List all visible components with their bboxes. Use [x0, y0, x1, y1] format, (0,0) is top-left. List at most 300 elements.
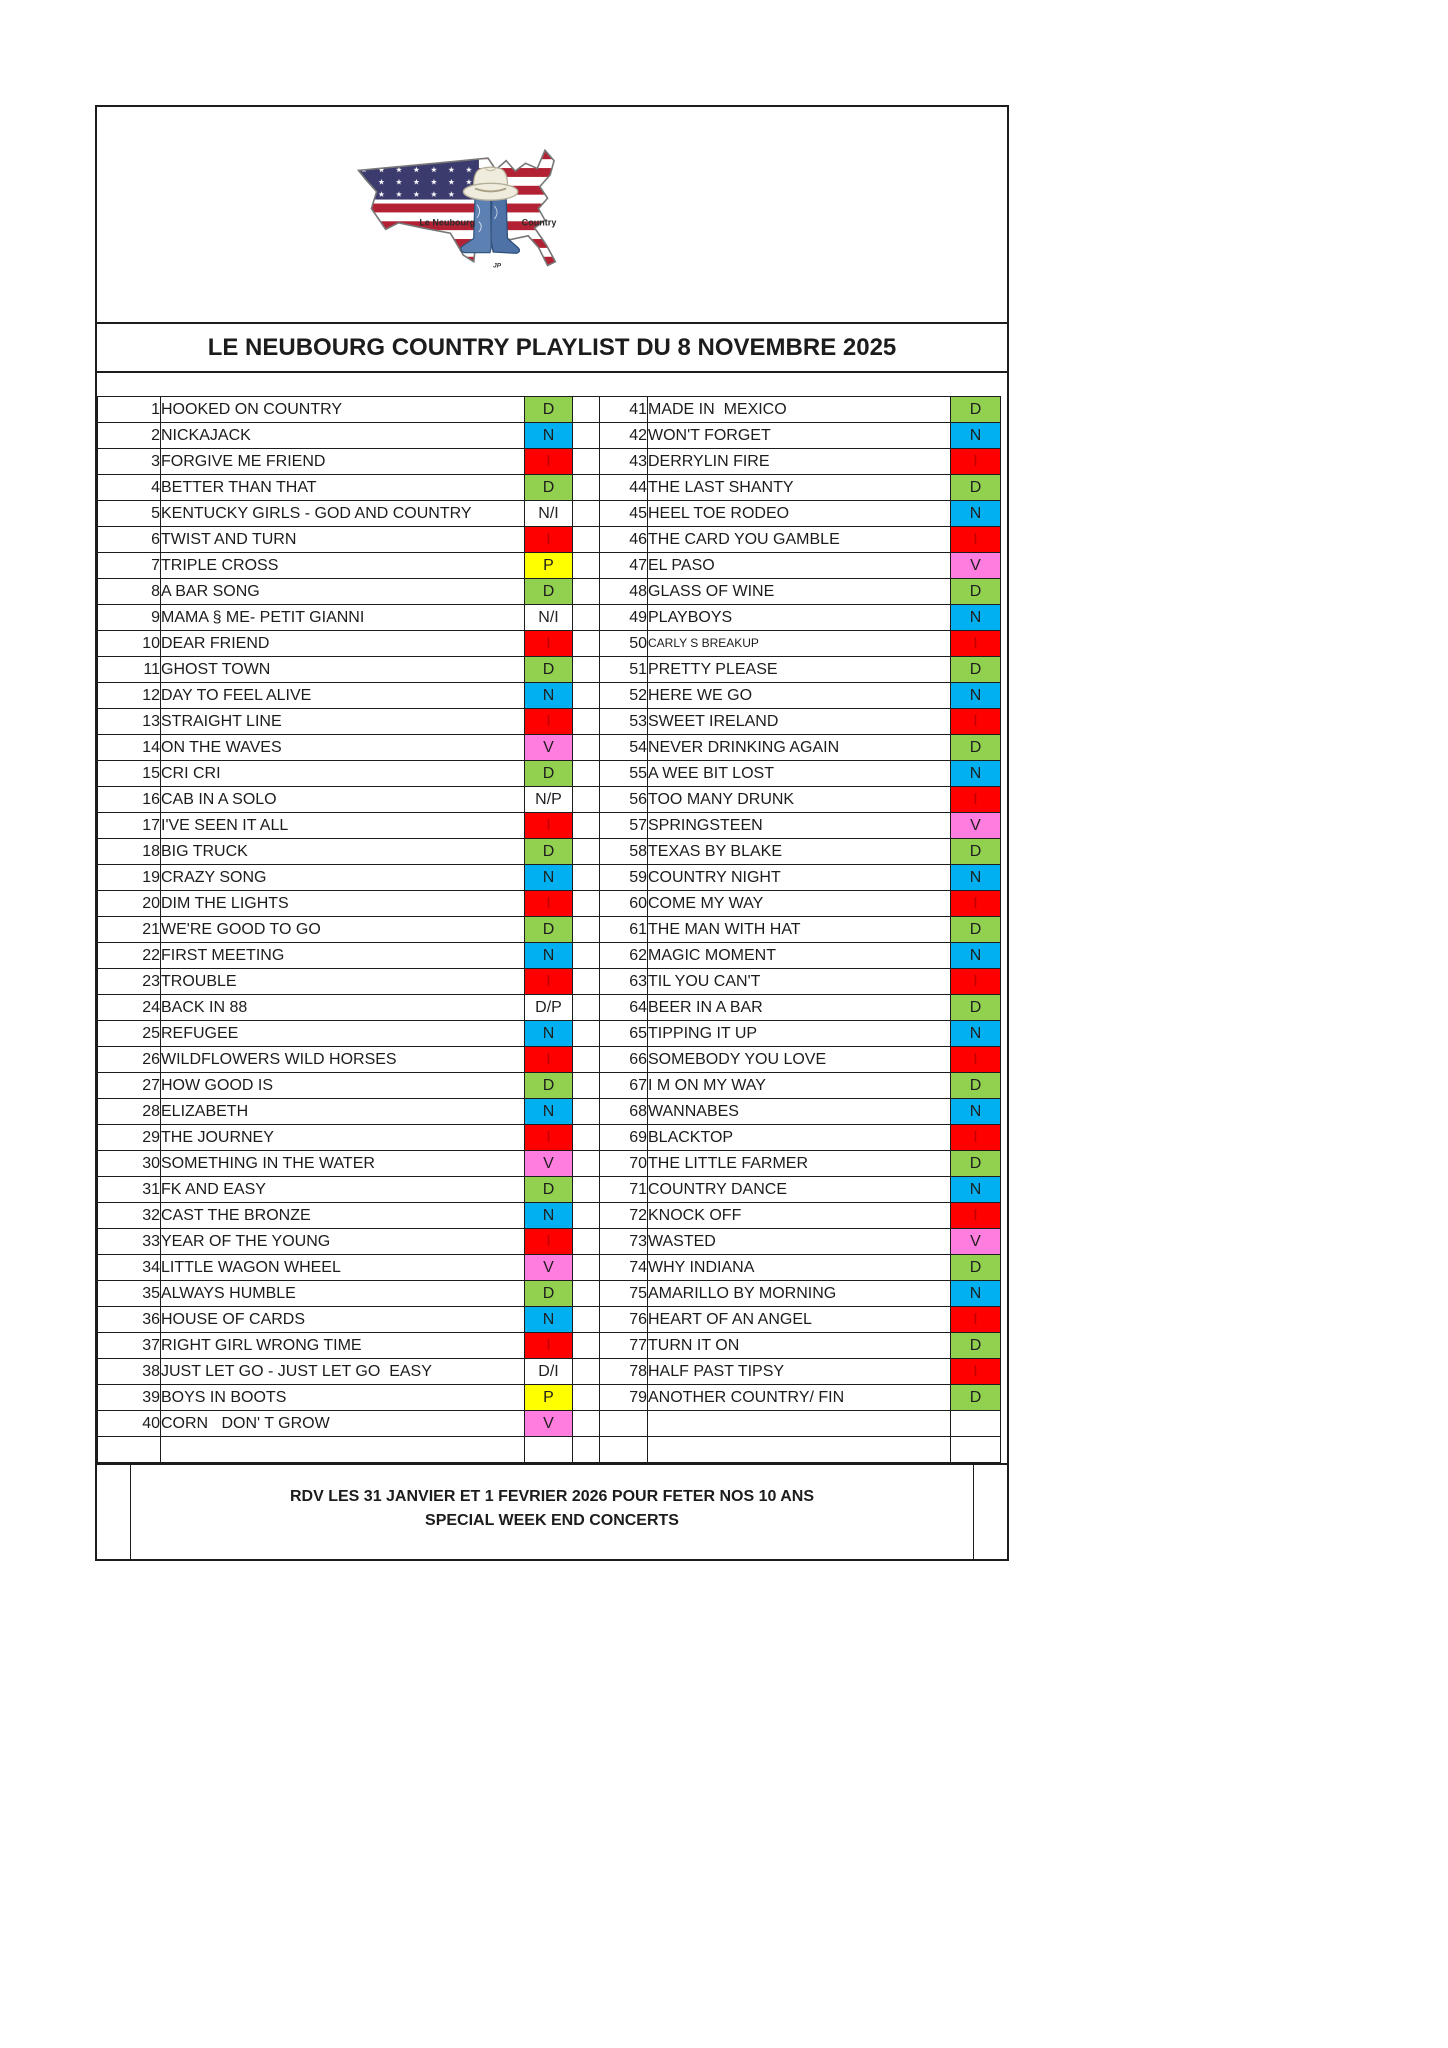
- column-separator: [573, 865, 600, 891]
- song-code: D: [951, 735, 1001, 761]
- song-title: ON THE WAVES: [161, 735, 525, 761]
- song-number: 32: [98, 1203, 161, 1229]
- song-number: 58: [600, 839, 648, 865]
- song-number: 25: [98, 1021, 161, 1047]
- song-title: I M ON MY WAY: [648, 1073, 951, 1099]
- song-code: V: [951, 813, 1001, 839]
- playlist-table-body: [98, 397, 1001, 1463]
- song-number: [600, 1437, 648, 1463]
- song-number: 2: [98, 423, 161, 449]
- song-number: 22: [98, 943, 161, 969]
- footer-section: [97, 1463, 1007, 1559]
- song-code: N: [951, 1021, 1001, 1047]
- table-row: [98, 1281, 1001, 1307]
- column-separator: [573, 397, 600, 423]
- song-code: I: [951, 787, 1001, 813]
- song-number: 72: [600, 1203, 648, 1229]
- song-number: 39: [98, 1385, 161, 1411]
- table-row: [98, 1125, 1001, 1151]
- song-title: THE LAST SHANTY: [648, 475, 951, 501]
- table-row: [98, 865, 1001, 891]
- song-title: SOMETHING IN THE WATER: [161, 1151, 525, 1177]
- column-separator: [573, 1281, 600, 1307]
- column-separator: [573, 1333, 600, 1359]
- title-row: [97, 324, 1007, 373]
- song-title: EL PASO: [648, 553, 951, 579]
- song-number: 69: [600, 1125, 648, 1151]
- song-title: WHY INDIANA: [648, 1255, 951, 1281]
- song-title: FIRST MEETING: [161, 943, 525, 969]
- song-code: D: [951, 475, 1001, 501]
- song-code: V: [951, 553, 1001, 579]
- song-title: WANNABES: [648, 1099, 951, 1125]
- column-separator: [573, 891, 600, 917]
- song-title: HOOKED ON COUNTRY: [161, 397, 525, 423]
- song-number: 40: [98, 1411, 161, 1437]
- song-code: V: [525, 1255, 573, 1281]
- song-code: N: [951, 943, 1001, 969]
- song-title: I'VE SEEN IT ALL: [161, 813, 525, 839]
- song-code: I: [951, 891, 1001, 917]
- table-row: [98, 527, 1001, 553]
- song-title: FORGIVE ME FRIEND: [161, 449, 525, 475]
- song-code: D: [951, 917, 1001, 943]
- song-title: THE MAN WITH HAT: [648, 917, 951, 943]
- column-separator: [573, 605, 600, 631]
- song-title: BETTER THAN THAT: [161, 475, 525, 501]
- song-title: BOYS IN BOOTS: [161, 1385, 525, 1411]
- song-number: 42: [600, 423, 648, 449]
- logo-header: [97, 107, 1007, 324]
- song-title: [648, 1411, 951, 1437]
- song-code: D: [951, 1333, 1001, 1359]
- song-code: I: [525, 813, 573, 839]
- table-row: [98, 1437, 1001, 1463]
- song-number: 64: [600, 995, 648, 1021]
- song-code: I: [525, 527, 573, 553]
- column-separator: [573, 1203, 600, 1229]
- song-code: N/P: [525, 787, 573, 813]
- song-title: BIG TRUCK: [161, 839, 525, 865]
- song-title: PRETTY PLEASE: [648, 657, 951, 683]
- song-title: DIM THE LIGHTS: [161, 891, 525, 917]
- table-row: [98, 943, 1001, 969]
- song-number: 41: [600, 397, 648, 423]
- song-title: A WEE BIT LOST: [648, 761, 951, 787]
- song-number: 24: [98, 995, 161, 1021]
- song-title: TROUBLE: [161, 969, 525, 995]
- song-title: ANOTHER COUNTRY/ FIN: [648, 1385, 951, 1411]
- song-number: 67: [600, 1073, 648, 1099]
- song-number: 73: [600, 1229, 648, 1255]
- song-title: MAGIC MOMENT: [648, 943, 951, 969]
- song-number: 10: [98, 631, 161, 657]
- song-title: CAB IN A SOLO: [161, 787, 525, 813]
- song-title: TRIPLE CROSS: [161, 553, 525, 579]
- song-title: REFUGEE: [161, 1021, 525, 1047]
- song-title: TIL YOU CAN'T: [648, 969, 951, 995]
- song-code: I: [951, 1047, 1001, 1073]
- song-number: 31: [98, 1177, 161, 1203]
- table-row: [98, 683, 1001, 709]
- song-code: D: [951, 657, 1001, 683]
- song-code: [525, 1437, 573, 1463]
- column-separator: [573, 553, 600, 579]
- song-number: 30: [98, 1151, 161, 1177]
- song-number: 35: [98, 1281, 161, 1307]
- footer-left-cell: [97, 1465, 131, 1559]
- song-code: P: [525, 553, 573, 579]
- song-code: I: [951, 1359, 1001, 1385]
- song-code: I: [525, 891, 573, 917]
- table-row: [98, 1021, 1001, 1047]
- song-number: 17: [98, 813, 161, 839]
- table-row: [98, 1333, 1001, 1359]
- column-separator: [573, 631, 600, 657]
- song-title: TIPPING IT UP: [648, 1021, 951, 1047]
- song-number: 49: [600, 605, 648, 631]
- spacer-row: [97, 373, 1007, 396]
- column-separator: [573, 1437, 600, 1463]
- song-code: V: [525, 1411, 573, 1437]
- song-title: COME MY WAY: [648, 891, 951, 917]
- song-code: D: [951, 1385, 1001, 1411]
- song-code: N: [525, 1203, 573, 1229]
- song-number: [600, 1411, 648, 1437]
- le-neubourg-country-logo: [352, 137, 624, 275]
- song-code: N: [525, 1307, 573, 1333]
- song-title: BACK IN 88: [161, 995, 525, 1021]
- song-title: CRI CRI: [161, 761, 525, 787]
- table-row: [98, 1255, 1001, 1281]
- song-code: N: [525, 943, 573, 969]
- table-row: [98, 1411, 1001, 1437]
- song-number: 61: [600, 917, 648, 943]
- song-title: CORN DON' T GROW: [161, 1411, 525, 1437]
- column-separator: [573, 1177, 600, 1203]
- song-title: COUNTRY DANCE: [648, 1177, 951, 1203]
- song-code: N: [951, 501, 1001, 527]
- column-separator: [573, 449, 600, 475]
- song-number: 77: [600, 1333, 648, 1359]
- song-code: D: [525, 1281, 573, 1307]
- song-title: TOO MANY DRUNK: [648, 787, 951, 813]
- table-row: [98, 839, 1001, 865]
- song-number: 20: [98, 891, 161, 917]
- song-code: N/I: [525, 501, 573, 527]
- table-row: [98, 1177, 1001, 1203]
- song-title: DERRYLIN FIRE: [648, 449, 951, 475]
- column-separator: [573, 1255, 600, 1281]
- song-number: 12: [98, 683, 161, 709]
- song-code: D: [525, 839, 573, 865]
- page-title: LE NEUBOURG COUNTRY PLAYLIST DU 8 NOVEMBRE 2025: [207, 333, 897, 361]
- song-code: I: [525, 1333, 573, 1359]
- song-number: 21: [98, 917, 161, 943]
- column-separator: [573, 813, 600, 839]
- song-number: 1: [98, 397, 161, 423]
- logo-signature: JP: [493, 262, 502, 270]
- song-code: I: [951, 1203, 1001, 1229]
- song-title: ELIZABETH: [161, 1099, 525, 1125]
- song-number: 13: [98, 709, 161, 735]
- song-number: 26: [98, 1047, 161, 1073]
- song-number: [98, 1437, 161, 1463]
- logo-text-left: Le Neubourg: [419, 217, 476, 228]
- song-code: D: [951, 1073, 1001, 1099]
- song-title: THE LITTLE FARMER: [648, 1151, 951, 1177]
- song-code: D: [951, 1151, 1001, 1177]
- song-code: V: [525, 735, 573, 761]
- song-title: FK AND EASY: [161, 1177, 525, 1203]
- footer-line-2: SPECIAL WEEK END CONCERTS: [425, 1512, 679, 1529]
- column-separator: [573, 1151, 600, 1177]
- song-number: 71: [600, 1177, 648, 1203]
- footer-note: [131, 1465, 973, 1559]
- song-title: MAMA § ME- PETIT GIANNI: [161, 605, 525, 631]
- table-row: [98, 917, 1001, 943]
- song-code: I: [951, 709, 1001, 735]
- song-code: D: [951, 579, 1001, 605]
- song-code: V: [525, 1151, 573, 1177]
- column-separator: [573, 735, 600, 761]
- song-number: 52: [600, 683, 648, 709]
- song-title: BLACKTOP: [648, 1125, 951, 1151]
- song-code: D: [525, 761, 573, 787]
- column-separator: [573, 527, 600, 553]
- song-title: TWIST AND TURN: [161, 527, 525, 553]
- song-code: D: [951, 995, 1001, 1021]
- table-row: [98, 709, 1001, 735]
- song-title: [648, 1437, 951, 1463]
- song-number: 51: [600, 657, 648, 683]
- column-separator: [573, 1229, 600, 1255]
- song-code: D: [525, 917, 573, 943]
- table-row: [98, 475, 1001, 501]
- song-code: N: [525, 683, 573, 709]
- song-title: JUST LET GO - JUST LET GO EASY: [161, 1359, 525, 1385]
- song-title: HALF PAST TIPSY: [648, 1359, 951, 1385]
- song-title: RIGHT GIRL WRONG TIME: [161, 1333, 525, 1359]
- song-code: N: [951, 761, 1001, 787]
- song-number: 76: [600, 1307, 648, 1333]
- song-title: BEER IN A BAR: [648, 995, 951, 1021]
- table-row: [98, 423, 1001, 449]
- column-separator: [573, 1359, 600, 1385]
- song-number: 37: [98, 1333, 161, 1359]
- song-number: 29: [98, 1125, 161, 1151]
- song-number: 46: [600, 527, 648, 553]
- song-number: 19: [98, 865, 161, 891]
- column-separator: [573, 1047, 600, 1073]
- song-code: N: [951, 865, 1001, 891]
- song-title: HOUSE OF CARDS: [161, 1307, 525, 1333]
- song-code: I: [951, 969, 1001, 995]
- song-title: CARLY S BREAKUP: [648, 631, 951, 657]
- song-number: 9: [98, 605, 161, 631]
- column-separator: [573, 1125, 600, 1151]
- song-number: 60: [600, 891, 648, 917]
- song-title: NEVER DRINKING AGAIN: [648, 735, 951, 761]
- song-title: GLASS OF WINE: [648, 579, 951, 605]
- song-number: 45: [600, 501, 648, 527]
- song-code: D/P: [525, 995, 573, 1021]
- song-code: I: [951, 449, 1001, 475]
- column-separator: [573, 787, 600, 813]
- column-separator: [573, 423, 600, 449]
- table-row: [98, 787, 1001, 813]
- table-row: [98, 995, 1001, 1021]
- song-title: SWEET IRELAND: [648, 709, 951, 735]
- song-code: D: [525, 657, 573, 683]
- song-title: CAST THE BRONZE: [161, 1203, 525, 1229]
- song-number: 74: [600, 1255, 648, 1281]
- song-title: THE CARD YOU GAMBLE: [648, 527, 951, 553]
- song-title: SPRINGSTEEN: [648, 813, 951, 839]
- song-title: LITTLE WAGON WHEEL: [161, 1255, 525, 1281]
- song-title: HERE WE GO: [648, 683, 951, 709]
- song-code: I: [525, 449, 573, 475]
- song-code: N: [525, 1021, 573, 1047]
- song-number: 50: [600, 631, 648, 657]
- song-number: 3: [98, 449, 161, 475]
- table-row: [98, 397, 1001, 423]
- song-code: N: [951, 1099, 1001, 1125]
- song-number: 4: [98, 475, 161, 501]
- column-separator: [573, 1411, 600, 1437]
- song-code: N: [951, 423, 1001, 449]
- column-separator: [573, 1307, 600, 1333]
- song-number: 11: [98, 657, 161, 683]
- song-code: D/I: [525, 1359, 573, 1385]
- table-row: [98, 969, 1001, 995]
- song-code: I: [525, 1125, 573, 1151]
- song-title: YEAR OF THE YOUNG: [161, 1229, 525, 1255]
- table-row: [98, 631, 1001, 657]
- song-code: I: [525, 709, 573, 735]
- song-code: I: [525, 631, 573, 657]
- song-number: 28: [98, 1099, 161, 1125]
- song-code: N: [525, 423, 573, 449]
- table-row: [98, 1229, 1001, 1255]
- table-row: [98, 501, 1001, 527]
- song-number: 70: [600, 1151, 648, 1177]
- song-number: 15: [98, 761, 161, 787]
- song-number: 66: [600, 1047, 648, 1073]
- column-separator: [573, 969, 600, 995]
- song-number: 63: [600, 969, 648, 995]
- song-code: V: [951, 1229, 1001, 1255]
- song-code: D: [525, 1073, 573, 1099]
- song-code: N: [525, 1099, 573, 1125]
- table-row: [98, 657, 1001, 683]
- song-title: SOMEBODY YOU LOVE: [648, 1047, 951, 1073]
- song-code: P: [525, 1385, 573, 1411]
- song-number: 62: [600, 943, 648, 969]
- song-title: KNOCK OFF: [648, 1203, 951, 1229]
- column-separator: [573, 475, 600, 501]
- song-number: 6: [98, 527, 161, 553]
- table-row: [98, 1385, 1001, 1411]
- song-number: 47: [600, 553, 648, 579]
- song-code: I: [951, 527, 1001, 553]
- song-title: TEXAS BY BLAKE: [648, 839, 951, 865]
- song-title: DAY TO FEEL ALIVE: [161, 683, 525, 709]
- song-code: D: [951, 397, 1001, 423]
- song-code: N: [951, 683, 1001, 709]
- song-title: WILDFLOWERS WILD HORSES: [161, 1047, 525, 1073]
- song-code: [951, 1411, 1001, 1437]
- table-row: [98, 1099, 1001, 1125]
- table-row: [98, 735, 1001, 761]
- footer-right-cell: [973, 1465, 1007, 1559]
- song-code: D: [951, 839, 1001, 865]
- song-number: 54: [600, 735, 648, 761]
- table-row: [98, 449, 1001, 475]
- column-separator: [573, 1099, 600, 1125]
- song-title: A BAR SONG: [161, 579, 525, 605]
- column-separator: [573, 683, 600, 709]
- song-title: KENTUCKY GIRLS - GOD AND COUNTRY: [161, 501, 525, 527]
- song-code: N/I: [525, 605, 573, 631]
- song-title: TURN IT ON: [648, 1333, 951, 1359]
- table-row: [98, 605, 1001, 631]
- playlist-sheet: [95, 105, 1009, 1561]
- song-number: 55: [600, 761, 648, 787]
- playlist-table: [97, 396, 1001, 1463]
- song-number: 44: [600, 475, 648, 501]
- song-title: DEAR FRIEND: [161, 631, 525, 657]
- song-code: I: [951, 1125, 1001, 1151]
- song-title: WASTED: [648, 1229, 951, 1255]
- song-title: HOW GOOD IS: [161, 1073, 525, 1099]
- song-code: I: [951, 1307, 1001, 1333]
- table-row: [98, 1359, 1001, 1385]
- table-row: [98, 891, 1001, 917]
- song-code: D: [525, 397, 573, 423]
- song-code: I: [525, 1229, 573, 1255]
- column-separator: [573, 657, 600, 683]
- song-number: 34: [98, 1255, 161, 1281]
- song-title: [161, 1437, 525, 1463]
- song-number: 43: [600, 449, 648, 475]
- song-code: N: [525, 865, 573, 891]
- table-row: [98, 553, 1001, 579]
- song-title: HEEL TOE RODEO: [648, 501, 951, 527]
- table-row: [98, 761, 1001, 787]
- song-title: GHOST TOWN: [161, 657, 525, 683]
- column-separator: [573, 995, 600, 1021]
- column-separator: [573, 501, 600, 527]
- table-row: [98, 1151, 1001, 1177]
- table-row: [98, 1203, 1001, 1229]
- song-title: COUNTRY NIGHT: [648, 865, 951, 891]
- song-number: 18: [98, 839, 161, 865]
- song-number: 65: [600, 1021, 648, 1047]
- column-separator: [573, 761, 600, 787]
- song-number: 75: [600, 1281, 648, 1307]
- song-code: D: [951, 1255, 1001, 1281]
- song-code: I: [525, 1047, 573, 1073]
- column-separator: [573, 917, 600, 943]
- logo-text-right: Country: [521, 217, 557, 228]
- song-title: MADE IN MEXICO: [648, 397, 951, 423]
- song-number: 78: [600, 1359, 648, 1385]
- table-row: [98, 1047, 1001, 1073]
- song-number: 56: [600, 787, 648, 813]
- song-title: ALWAYS HUMBLE: [161, 1281, 525, 1307]
- song-number: 8: [98, 579, 161, 605]
